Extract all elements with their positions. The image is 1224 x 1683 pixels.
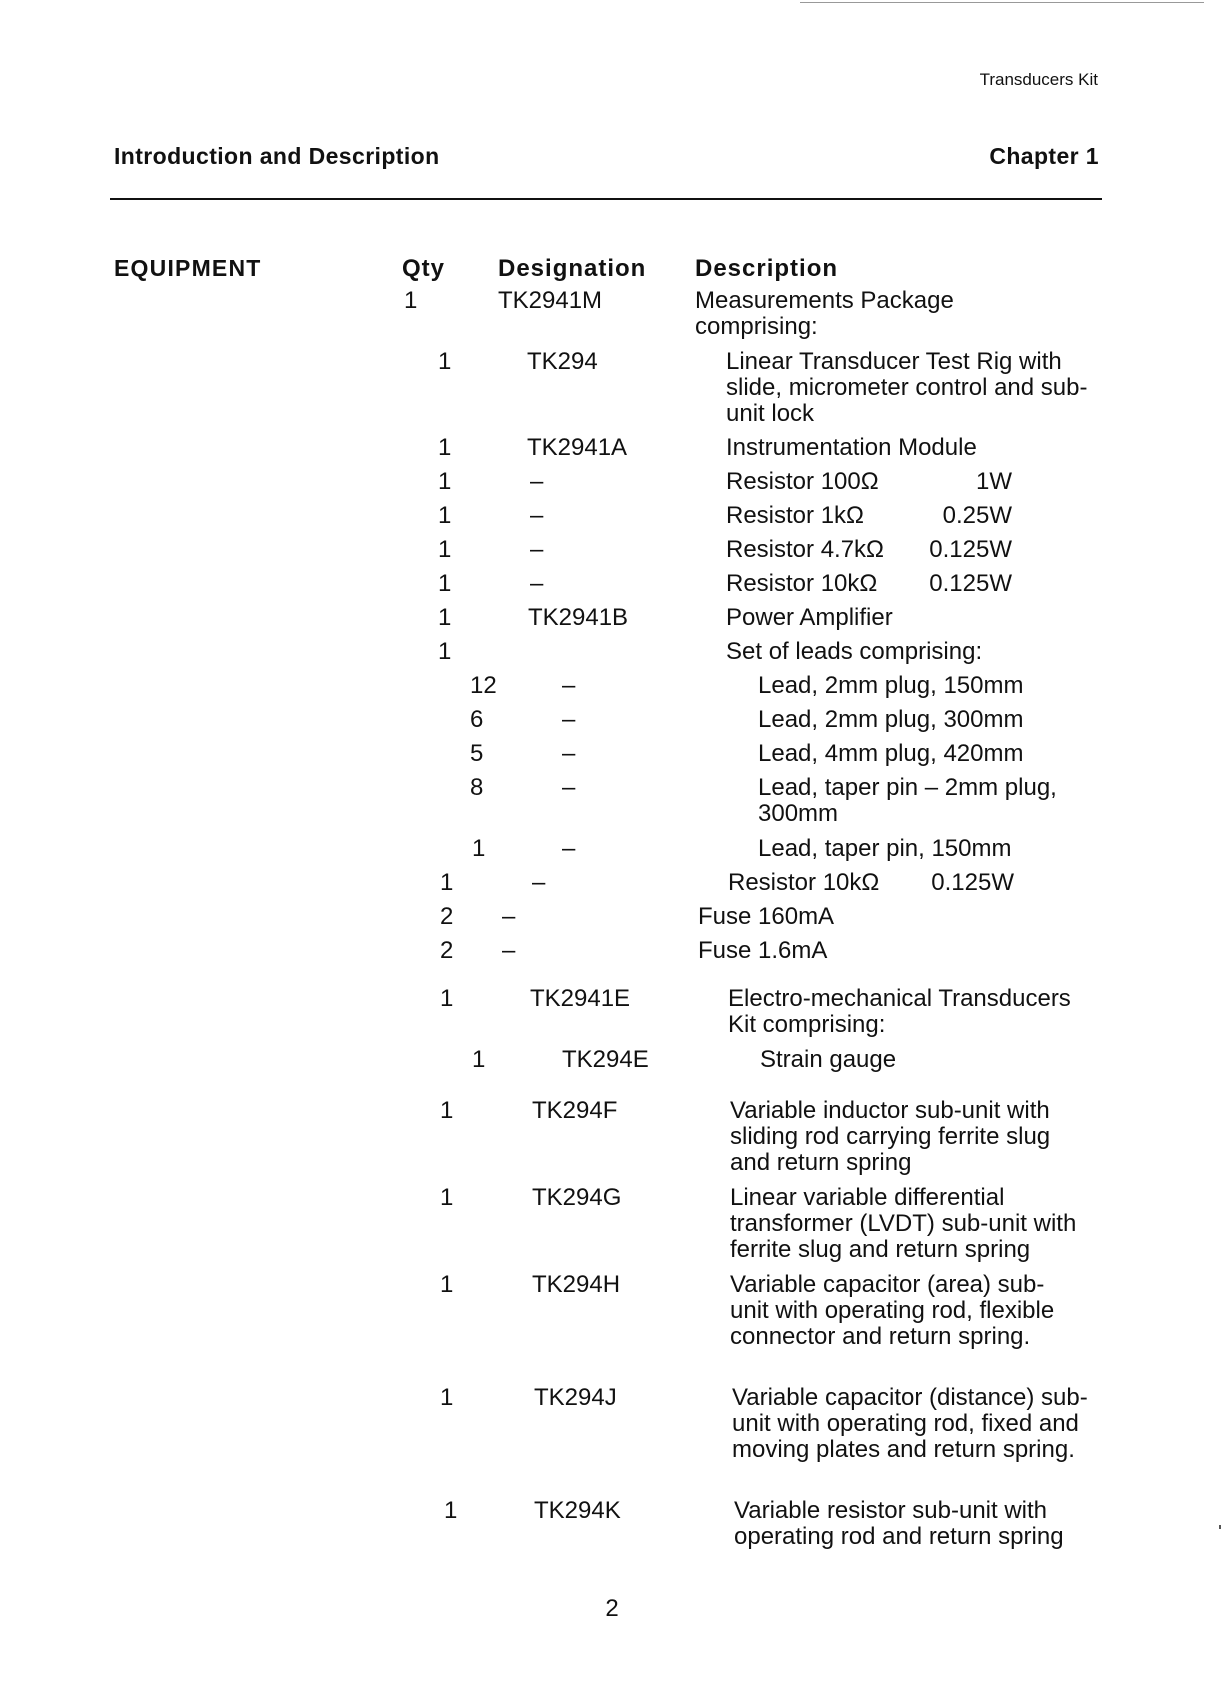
row-description: Lead, 2mm plug, 300mm xyxy=(758,706,1024,733)
row-spec: 0.125W xyxy=(929,536,1012,563)
qty-column-header: Qty xyxy=(402,255,446,282)
row-qty: 1 xyxy=(438,570,452,597)
row-qty: 2 xyxy=(440,903,454,930)
row-qty: 1 xyxy=(404,287,418,314)
row-designation: – xyxy=(502,937,516,964)
row-qty: 1 xyxy=(440,869,454,896)
row-description: Lead, 4mm plug, 420mm xyxy=(758,740,1024,767)
designation-column-header: Designation xyxy=(498,255,647,282)
row-qty: 2 xyxy=(440,937,454,964)
row-qty: 1 xyxy=(444,1497,458,1524)
row-designation: TK294H xyxy=(532,1271,621,1298)
row-description: Lead, taper pin, 150mm xyxy=(758,835,1012,862)
row-designation: TK294K xyxy=(534,1497,621,1524)
row-description: Fuse 1.6mA xyxy=(698,937,828,964)
page-number: 2 xyxy=(605,1595,619,1622)
row-designation: TK294J xyxy=(534,1384,617,1411)
scan-speck xyxy=(1219,1525,1221,1529)
row-description: Power Amplifier xyxy=(726,604,893,631)
row-designation: TK2941E xyxy=(530,985,631,1012)
row-designation: – xyxy=(562,706,576,733)
row-description: Measurements Package comprising: xyxy=(695,287,954,340)
row-spec: 0.125W xyxy=(931,869,1014,896)
row-designation: TK2941M xyxy=(498,287,603,314)
row-description: Lead, 2mm plug, 150mm xyxy=(758,672,1024,699)
row-qty: 12 xyxy=(470,672,497,699)
row-qty: 1 xyxy=(438,638,452,665)
row-description: Resistor 100Ω xyxy=(726,468,879,495)
row-qty: 1 xyxy=(438,536,452,563)
row-spec: 0.125W xyxy=(929,570,1012,597)
row-description: Resistor 1kΩ xyxy=(726,502,864,529)
row-designation: – xyxy=(530,536,544,563)
row-designation: TK2941B xyxy=(528,604,629,631)
row-description: Variable capacitor (distance) sub-unit with operating rod, fixed and moving plates and return spring. xyxy=(732,1384,1088,1463)
row-designation: TK2941A xyxy=(527,434,628,461)
row-qty: 1 xyxy=(440,1097,454,1124)
equipment-label: EQUIPMENT xyxy=(114,255,262,281)
header-rule xyxy=(110,198,1102,200)
row-designation: TK294F xyxy=(532,1097,618,1124)
row-description: Lead, taper pin – 2mm plug, 300mm xyxy=(758,774,1057,827)
row-qty: 1 xyxy=(440,985,454,1012)
row-qty: 1 xyxy=(438,604,452,631)
row-description: Variable resistor sub-unit with operating rod and return spring xyxy=(734,1497,1064,1550)
row-qty: 5 xyxy=(470,740,484,767)
row-designation: – xyxy=(530,468,544,495)
row-description: Variable inductor sub-unit with sliding rod carrying ferrite slug and return spring xyxy=(730,1097,1051,1176)
running-header: Transducers Kit xyxy=(979,70,1098,89)
row-description: Variable capacitor (area) sub-unit with operating rod, flexible connector and return spring. xyxy=(730,1271,1055,1350)
row-description: Resistor 10kΩ xyxy=(728,869,880,896)
row-description: Strain gauge xyxy=(760,1046,897,1073)
row-qty: 1 xyxy=(472,1046,486,1073)
row-qty: 8 xyxy=(470,774,484,801)
row-qty: 1 xyxy=(438,434,452,461)
row-description: Instrumentation Module xyxy=(726,434,977,461)
row-qty: 6 xyxy=(470,706,484,733)
top-edge-rule xyxy=(800,2,1204,3)
row-designation: – xyxy=(562,774,576,801)
row-qty: 1 xyxy=(438,502,452,529)
row-qty: 1 xyxy=(440,1384,454,1411)
row-description: Resistor 4.7kΩ xyxy=(726,536,884,563)
row-description: Resistor 10kΩ xyxy=(726,570,878,597)
row-designation: – xyxy=(530,570,544,597)
row-designation: – xyxy=(562,740,576,767)
row-description: Linear variable differential transformer (LVDT) sub-unit with ferrite slug and return spring xyxy=(730,1184,1077,1263)
row-designation: TK294G xyxy=(532,1184,622,1211)
row-designation: – xyxy=(532,869,546,896)
row-designation: TK294 xyxy=(527,348,598,375)
row-designation: – xyxy=(562,672,576,699)
row-designation: – xyxy=(502,903,516,930)
row-designation: – xyxy=(530,502,544,529)
row-description: Electro-mechanical Transducers Kit comprising: xyxy=(728,985,1071,1038)
row-qty: 1 xyxy=(438,468,452,495)
row-designation: – xyxy=(562,835,576,862)
row-qty: 1 xyxy=(440,1271,454,1298)
row-description: Fuse 160mA xyxy=(698,903,835,930)
description-column-header: Description xyxy=(695,255,839,282)
row-spec: 1W xyxy=(976,468,1012,495)
chapter-label: Chapter 1 xyxy=(989,143,1099,169)
row-qty: 1 xyxy=(438,348,452,375)
row-description: Set of leads comprising: xyxy=(726,638,983,665)
row-designation: TK294E xyxy=(562,1046,649,1073)
section-title: Introduction and Description xyxy=(114,143,440,169)
row-qty: 1 xyxy=(440,1184,454,1211)
row-qty: 1 xyxy=(472,835,486,862)
row-spec: 0.25W xyxy=(942,502,1012,529)
row-description: Linear Transducer Test Rig with slide, micrometer control and sub-unit lock xyxy=(726,348,1088,427)
